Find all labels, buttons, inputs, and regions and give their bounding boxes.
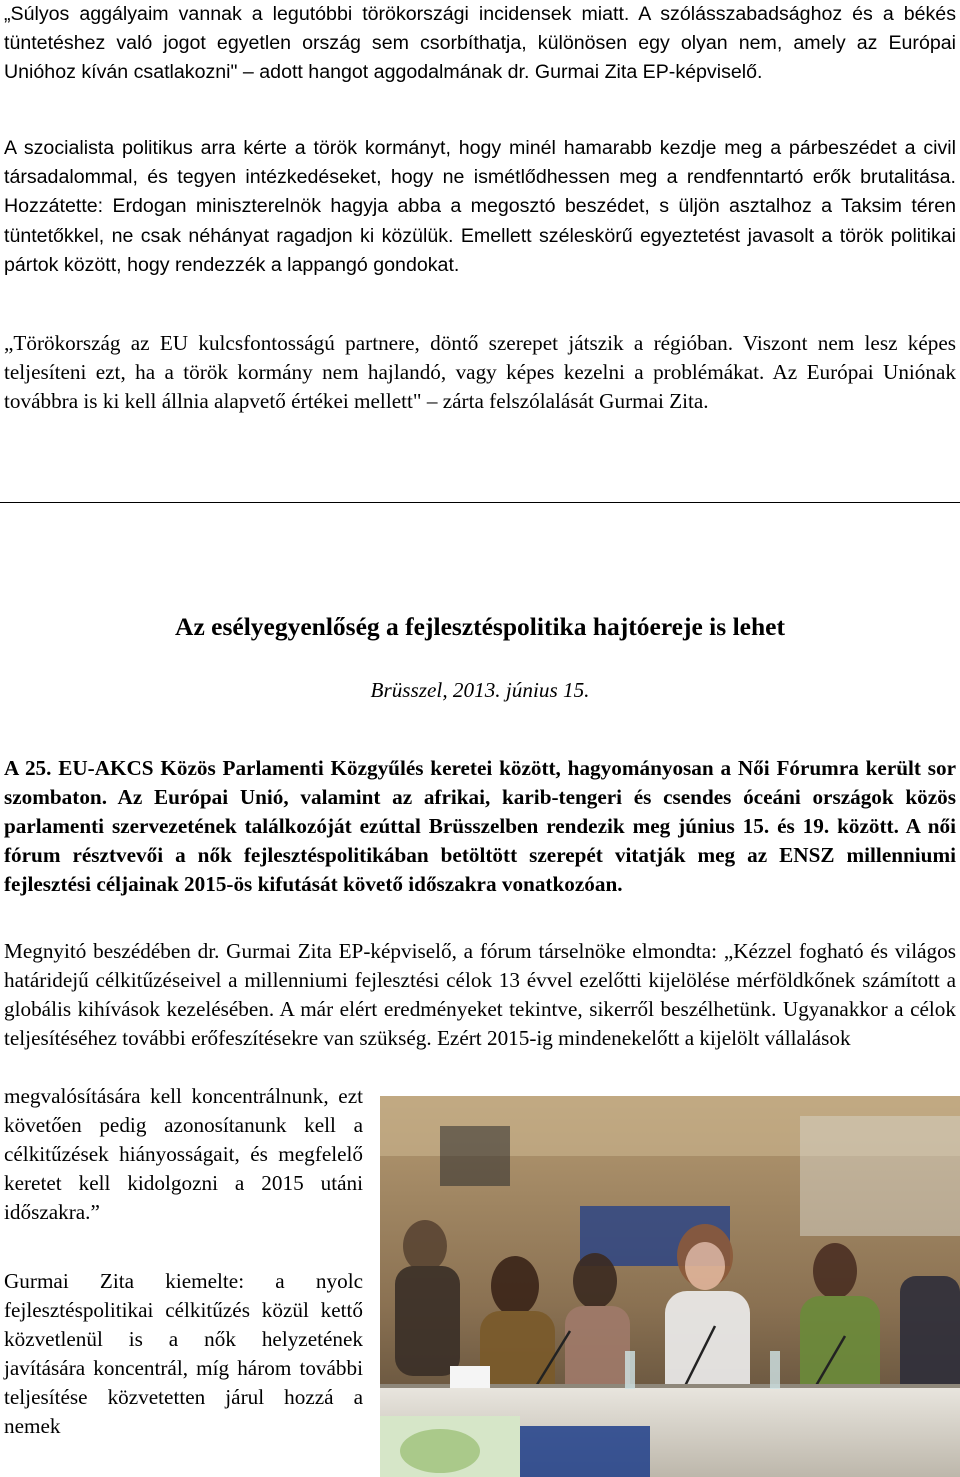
article2-title: Az esélyegyenlőség a fejlesztéspolitika hajtóereje is lehet xyxy=(175,612,785,642)
article1-paragraph-1: „Súlyos aggályaim vannak a legutóbbi törökországi incidensek miatt. A szólásszabadsághoz és a békés tüntetéshez való jogot egyetlen ország sem csorbíthatja, különösen egy olyan nem, amely az Európai Unióhoz kíván csatlakozni" – adott hangot aggodalmának dr. Gurmai Zita EP-képviselő. xyxy=(4,3,956,84)
article1-paragraph-2: A szocialista politikus arra kérte a török kormányt, hogy minél hamarabb kezdje meg a párbeszédet a civil társadalommal, és tegyen intézkedéseket, hogy ne ismétlődhessen meg a rendfenntartó erők brutalitása. Hozzátette: Erdogan miniszterelnök hagyja abba a megosztó beszédet, s üljön asztalhoz a Taksim téren tüntetőkkel, ne csak néhányat ragadjon ki közülük. Emellett széleskörű egyeztetést javasolt a török politikai pártok között, hogy rendezzék a lappangó gondokat. xyxy=(4,137,956,276)
article2-paragraph-opening-continued: megvalósítására kell koncentrálnunk, ezt követően pedig azonosítanunk kell a célkitűzések hiányosságait, és megfelelő keretet kell kidolgozni a 2015 utáni időszakra.” xyxy=(4,1084,363,1224)
article2-lead: A 25. EU-AKCS Közös Parlamenti Közgyűlés keretei között, hagyományosan a Női Fórumra került sor szombaton. Az Európai Unió, valamint az afrikai, karib-tengeri és csendes óceáni országok közös parlamenti szervezetének találkozóját ezúttal Brüsszelben rendezik meg június 15. és 19. között. A női fórum résztvevői a nők fejlesztéspolitikában betöltött szerepét vitatják meg az ENSZ millenniumi fejlesztési céljainak 2015-ös kifutását követő időszakra vonatkozóan. xyxy=(4,756,956,896)
conference-photo xyxy=(380,1096,960,1477)
article2-paragraph-opening: Megnyitó beszédében dr. Gurmai Zita EP-képviselő, a fórum társelnöke elmondta: „Kézzel fogható és világos határidejű célkitűzéseivel a millenniumi fejlesztési célok 13 évvel ezelőtti kijelölése mérföldkőnek számított a globális kihívások kezelésében. A már elért eredményeket tekintve, sikerről beszélhetünk. Ugyanakkor a célok teljesítéséhez további erőfeszítésekre van szükség. Ezért 2015-ig mindenekelőtt a kijelölt vállalások xyxy=(4,939,956,1050)
article2-paragraph-last: Gurmai Zita kiemelte: a nyolc fejlesztéspolitikai célkitűzés közül kettő közvetlenül is a nők helyzetének javítására koncentrál, míg három további teljesítése közvetetten járul hozzá a nemek xyxy=(4,1269,363,1438)
article2-dateline: Brüsszel, 2013. június 15. xyxy=(370,678,590,702)
section-divider xyxy=(0,502,960,503)
article1-paragraph-3: „Törökország az EU kulcsfontosságú partnere, döntő szerepet játszik a régióban. Viszont nem lesz képes teljesíteni ezt, ha a török kormány nem hajlandó, vagy képes kezelni a problémákat. Az Európai Uniónak továbbra is ki kell állnia alapvető értékei mellett" – zárta felszólalását Gurmai Zita. xyxy=(4,331,956,413)
